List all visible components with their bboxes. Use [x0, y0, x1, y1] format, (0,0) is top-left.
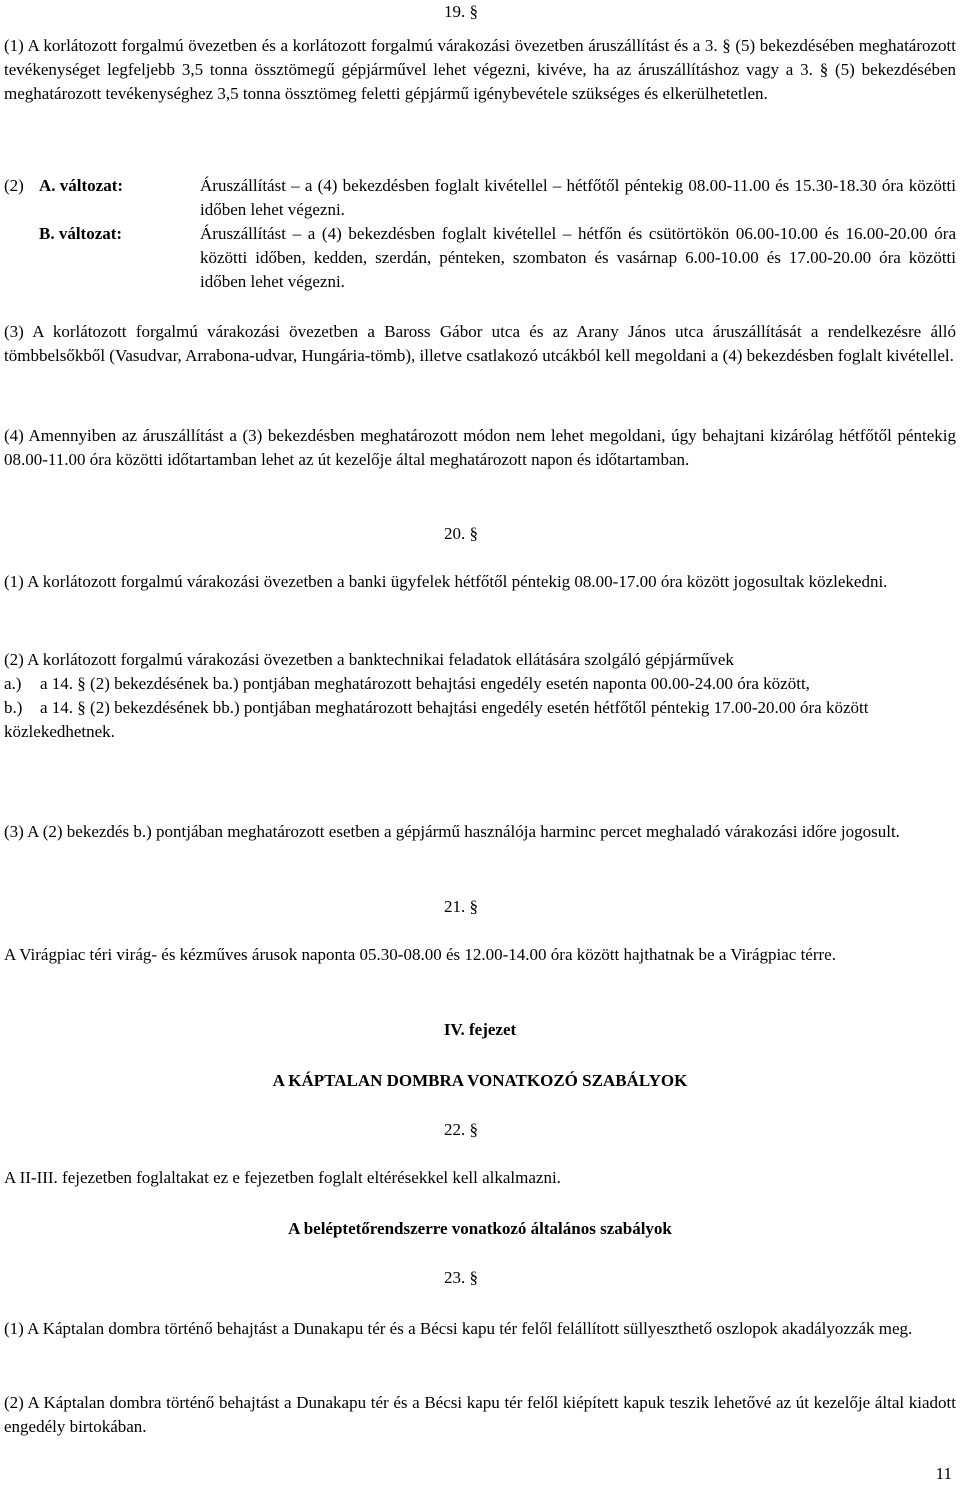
paragraph-2-prefix: (2)	[4, 176, 24, 195]
section-22-paragraph-1: A II-III. fejezetben foglaltakat ez e fejezetben foglalt eltérésekkel kell alkalmazni.	[4, 1168, 561, 1187]
list-item-a-text: a 14. § (2) bekezdésének ba.) pontjában meghatározott behajtási engedély esetén naponta 00.00-24.00 óra között,	[40, 674, 810, 693]
section-20-paragraph-2	[4, 648, 956, 744]
section-23-heading: 23. §	[444, 1268, 478, 1287]
chapter-title: IV. fejezet	[443, 1020, 517, 1039]
variant-b-label: B. változat:	[39, 224, 123, 243]
list-item-a	[4, 672, 956, 696]
variant-b-text: Áruszállítást – a (4) bekezdésben foglalt kivétellel – hétfőn és csütörtökön 06.00-10.00 és 16.00-20.00 óra közötti időben, kedden, szerdán, pénteken, szombaton és vasárnap 6.00-10.00 és 17.00-20.00 óra közötti időben lehet végezni.	[200, 224, 956, 291]
variant-a-label: A. változat:	[39, 176, 124, 195]
variant-a-text: Áruszállítást – a (4) bekezdésben foglalt kivétellel – hétfőtől péntekig 08.00-11.00 és 15.30-18.30 óra közötti időben lehet végezni.	[200, 176, 956, 219]
list-item-b-label: b.)	[4, 698, 23, 717]
subheading: A beléptetőrendszerre vonatkozó általános szabályok	[288, 1219, 672, 1238]
section-20-paragraph-1: (1) A korlátozott forgalmú várakozási övezetben a banki ügyfelek hétfőtől péntekig 08.00-17.00 óra között jogosultak közlekedni.	[4, 572, 888, 591]
section-23-paragraph-1: (1) A Káptalan dombra történő behajtást a Dunakapu tér és a Bécsi kapu tér felől felállított süllyeszthető oszlopok akadályozzák meg.	[4, 1319, 913, 1338]
section-22-heading: 22. §	[444, 1120, 478, 1139]
section-19-paragraph-1: (1) A korlátozott forgalmú övezetben és a korlátozott forgalmú várakozási övezetben áruszállítást és a 3. § (5) bekezdésében meghatározott tevékenységet legfeljebb 3,5 tonna össztömegű gépjárművel lehet végezni, kivéve, ha az áruszállításhoz vagy a 3. § (5) bekezdésében meghatározott tevékenységhez 3,5 tonna össztömeg feletti gépjármű igénybevétele szükséges és elkerülhetetlen.	[4, 36, 956, 103]
section-19-paragraph-4: (4) Amennyiben az áruszállítást a (3) bekezdésben meghatározott módon nem lehet megoldani, úgy behajtani kizárólag hétfőtől péntekig 08.00-11.00 óra közötti időtartamban lehet az út kezelője által meghatározott napon és időtartamban.	[4, 426, 956, 469]
section-20-paragraph-3: (3) A (2) bekezdés b.) pontjában meghatározott esetben a gépjármű használója harminc percet meghaladó várakozási időre jogosult.	[4, 822, 900, 841]
section-21-heading: 21. §	[444, 897, 478, 916]
list-item-a-label: a.)	[4, 674, 22, 693]
variant-b-row	[4, 222, 956, 294]
section-21-paragraph-1: A Virágpiac téri virág- és kézműves árusok naponta 05.30-08.00 és 12.00-14.00 óra között hajthatnak be a Virágpiac térre.	[4, 945, 836, 964]
section-19-heading: 19. §	[444, 2, 478, 21]
variant-a-row	[4, 174, 956, 222]
list-item-b-text: a 14. § (2) bekezdésének bb.) pontjában meghatározott behajtási engedély esetén hétfőtől péntekig 17.00-20.00 óra között	[40, 698, 869, 717]
section-20-heading: 20. §	[444, 524, 478, 543]
chapter-subtitle: A KÁPTALAN DOMBRA VONATKOZÓ SZABÁLYOK	[272, 1071, 688, 1090]
list-item-b	[4, 696, 956, 720]
paragraph-2-intro: (2) A korlátozott forgalmú várakozási övezetben a banktechnikai feladatok ellátására szolgáló gépjárművek	[4, 650, 734, 669]
section-23-paragraph-2: (2) A Káptalan dombra történő behajtást a Dunakapu tér és a Bécsi kapu tér felől kiépített kapuk teszik lehetővé az út kezelője által kiadott engedély birtokában.	[4, 1393, 956, 1436]
section-19-paragraph-3: (3) A korlátozott forgalmú várakozási övezetben a Baross Gábor utca és az Arany János utca áruszállítását a rendelkezésre álló tömbbelsőkből (Vasudvar, Arrabona-udvar, Hungária-tömb), illetve csatlakozó utcákból kell megoldani a (4) bekezdésben foglalt kivétellel.	[4, 322, 956, 365]
page-number: 11	[935, 1464, 952, 1483]
paragraph-2-end: közlekedhetnek.	[4, 722, 115, 741]
section-19-paragraph-2	[4, 174, 956, 294]
